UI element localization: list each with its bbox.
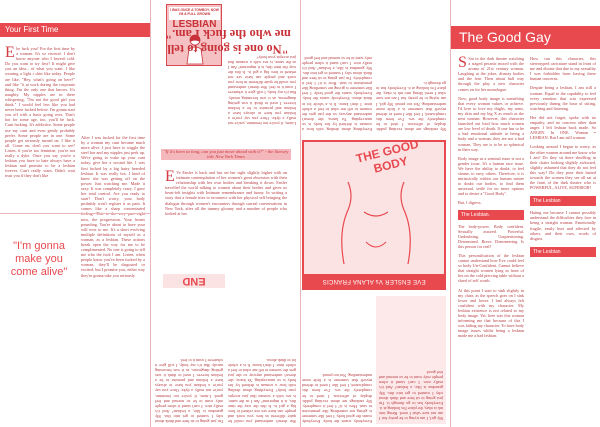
flipped-column-f: Everybody wants the body. Everybody wants the good body. I feel like someone is giving me something like permission to start. How is it? I feel it completely. My rankings are about exciting public display of affection. I tried to be completely the sex. I've been this complicated, I feel like I need to defend myself that someone is a little more understanding. Not too proud. <box>302 373 372 424</box>
subheading: The Lesbian <box>530 247 596 257</box>
subheading: The Lesbian <box>530 196 596 206</box>
article-column-2: After I was fucked for the first time by a woman my cunt became much more alive. I just have to wiggle the steel bar and my nipples just perk up. We're going to wake up your cunt today, give her a second life. I was first fucked by a big hairy bearded lesbian. It was really hot. I kind of knew she was getting off on the power. Just watching me. Made it sexy. It was completely crazy. I gave her total control. Are you ready to start? Don't worry, your body probably won't register it as pain. It comes like a sharp concentrated now, the progression. Your hearts pounding. You're about to have your will over to me. It's a short evolving multiple definitions of myself as a woman, as a lesbian. These actions break open the way for me to be complimented. No one is going to tell me who the fuck I am. Listen, when people know you've been fucked by a woman, they'll be disgusted or excited, but I promise you, either way they're gonna take you seriously <box>81 135 145 278</box>
flipped-column-e: She doesn't understand you could be quite different in how you work and people can have sex not related to how big a girl is. Is this the way the time this, is it important? Am I as the same, is sex with a woman that just accepts your body? Everything about dealing with how a woman is defined by her body is so unaccepting. Ya know, she doesn't understand anyway so she just gets the women to tell me what to feel a whole time. I don't know. It is a whole lot to think about. <box>228 357 296 424</box>
speech-bubble: I WAS ONCE A TOMBOY, NOW I'M A FULL GROWN <box>169 7 220 20</box>
section-header: Your First Time <box>0 23 150 37</box>
drop-cap: E <box>5 44 15 61</box>
drop-cap: S <box>458 54 467 71</box>
subheading: The Lesbian. <box>458 210 524 220</box>
review-block <box>153 140 298 290</box>
section-title: The Good Gay <box>450 26 600 49</box>
good-body-poster <box>302 136 446 290</box>
fold-line <box>300 0 301 427</box>
body-silhouette-icon <box>334 172 418 266</box>
drop-cap: E <box>165 168 175 185</box>
fold-line <box>0 213 150 214</box>
fold-line <box>450 0 451 427</box>
article-text: he fuck you? For the first time by a woman. It's so visceral. I don't know anyone who I haven't told. Do you want to try first? It might give you an idea... of what you want. I like wearing a light t shirt like today. People are like, "Hey, what's going on here?" and like "it at work during the corporate thing. I'm the only one that knows. It's naughty. My nipples are in there whispering, "I'm not the good girl you think." I would feel less like you had never been fucked before. I'm gonna start you off with a basic going over. That's hot for some age, too, you'll be fuck. Cunt fucking. It's addictive. Some people use my cunt and even gently probably prefer. Some people are in one. Some people get seriously turned on. I like it all. Come on, don't you want to see? Listen, if you're too feminine, you're not really a dyke. Once you say you're a lesbian you have to hate always have a lesbian and promise to be a lesbian forever. Can't really warn. Didn't wait trust you if they don't like <box>5 46 75 179</box>
flipped-column-g: My girl, I am trying to be pretty but I am not sure what I need. Being into ink is okay, the place I'm looking at it. Everybody has to go through it. I'm just going to sit here and think about why I wanted to get into this. My grandma is like, a lesbian? And it's really nice. I can't stand it when people only want to be so normal and feel good. <box>376 296 446 424</box>
review-citation: "If it's been so long, can you just move ahead with it?" - the literary title New York Times <box>161 149 291 160</box>
page-the-good-gay <box>450 0 600 427</box>
comic-headline: LESBIAN <box>172 19 217 30</box>
fold-line <box>150 0 151 427</box>
poster-byline: EVE ENSLER Vs ALANA FRANCIS <box>304 274 444 288</box>
article-column-1: S Sat in the dark theatre watching a staged pecanic mixed with the aroma of 21st century woman. Laughing at the jokes, dismay bodies and the fear. Then about half way through the play a new character comes on for her monologue. Now, good body image is something that every woman values or achieve. I'd love to love my thighs, my arms, my skin and my big X as much as the next woman. However, this character launched out loud how much women are low level of death. If one has to be a bad emotional attitude to being a body and a woman, they are not a bad woman, They are is to be so spherical in their way. Body image as a seminal issue is not a gender issue. It's a human race issue. We have the ability to doubt, to feel shame, to envy others. Therefore, it is intrinsically within our human nature to doubt our bodies, to find them unsexual, settle for no more options and to desire a "Good Body". But, I digress. The Lesbian. The body-power, Body confident. Sexually assured. Powerful. Undoubting. Unquestioning. Determined. Brave. Domineering. Is this person for real? This personification of the lesbian cannot understand how Eve could feel so body Un-Confident. Cannot believe that straight women lying in front of her on the cold piercing table without a shred of self worth. At this point I start to sink slightly in my chair, as the speech goes on I sink lower and lower. I had always felt confident with my character. My lesbian existence is not related to my body image. Yet, here was this woman informing me that because of this I was failing my character. To have body image issues whilst being a lesbian made me a bad lesbian. <box>458 54 524 339</box>
review-text: E Ve Ensler is back and has set her sight slightly higher with an intimate contemplation of her women's great obsession with their relationship with her own bodies and breaking it down. Ensler travelled the world talking to women about their bodies and gives us heart-felt insights with Intimate remembrance and funny. In writing a story that a female tries to reconnect with her physical self bringing the dialogue through women's encounters through surreal conversations in New York, after all the tummy gloomy and a number of people who looked at her. <box>165 168 287 216</box>
article-column-1 <box>5 46 75 178</box>
rotated-headline-quote: "No one is going to tell me who the fuck I am." <box>165 27 291 56</box>
flipped-column-d: I'm just going to sit here and think about why I wanted to get into this. My grandma is like, a lesbian? And it's really nice. I can't stand it when people only want to be so normal and feel good. Listen, if you're too feminine, you're not really a dyke. Once you say you're a lesbian you have to always have a lesbian and promise to be a lesbian forever. I used to think it was getting dangerous, as it was becoming unruly. But it's my body, I will give it whatever I want it to feel. <box>155 357 223 424</box>
flipped-column-b: Everything about dealing with how a woman is defined by her body is so unaccepting. Ya know, she doesn't understand anyway so she just gets the women to tell me what to feel a whole time. I don't know. It is a whole lot to think about. Everybody wants the body. Everybody wants the good body. I feel like someone is giving me something like permission to start. How is it? I feel it completely. I'm just going to sit here and think about why I wanted to get into this. My grandma is like, a lesbian? And it's really nice. I can't stand it when people only want to be so normal and feel good. <box>302 55 372 132</box>
flipped-column-c: My rankings are about exciting public display of affection. I tried to be completely the sex. I've been this complicated, I feel like I need to defend myself that someone is a little more understanding. Not too proud. My girl, I am trying to be pretty but I am not sure what I need. Being into ink is okay, the place I'm looking at it. Everybody has to go through it. <box>376 81 446 132</box>
pull-quote: "I'm gonna make you come alive" <box>10 240 68 278</box>
poster-title: THE GOOD BODY <box>354 136 421 176</box>
end-mark: END <box>163 274 225 288</box>
article-column-2: How can this character, this stereotyped caricature stand in front of me and dictate that due to my sexuality I was forbidden from having these human concerns. Despite being a lesbian, I am still a woman. Equal to the capability to feel every emotion that was expressed previously during the hour of sitting, watching and listening. Her did not forget, spoke with no empathy, and no concern other than anger. I left lesbian back made. So ANGRY. In ONE. Woman = LESBIAN. But I am still woman. Looking around I began to worry, as the other women around me know who I am? Do they sit there shuffling in their chairs looking slightly awkward, slightly ashamed that they do not feel this way? Do they pose their hatred towards the women they see all sat at the front of the dark theatre who is POWERFUL, ALIVE, SUPERIOR? The Lesbian Hating me because I cannot possibly understand the difficulties they face in being a straight woman. Emotionally fragile, easily hurt and affected by others, and their own, words of disgust. The Lesbian <box>530 56 596 255</box>
flipped-column-a: Listen, if you're too feminine, you're not really a dyke. Once you say you're a lesbian you have to always have a lesbian and promise to be a lesbian forever. I used to think it was getting dangerous, as it was becoming unruly. But it's my body, I will give it whatever I want it to feel. She doesn't understand you could be quite different in how you work and people can have sex not related to how big a girl is. Is this the way the time this, is it important? Am I as the same, is sex with a woman that just accepts your body? <box>228 54 296 126</box>
